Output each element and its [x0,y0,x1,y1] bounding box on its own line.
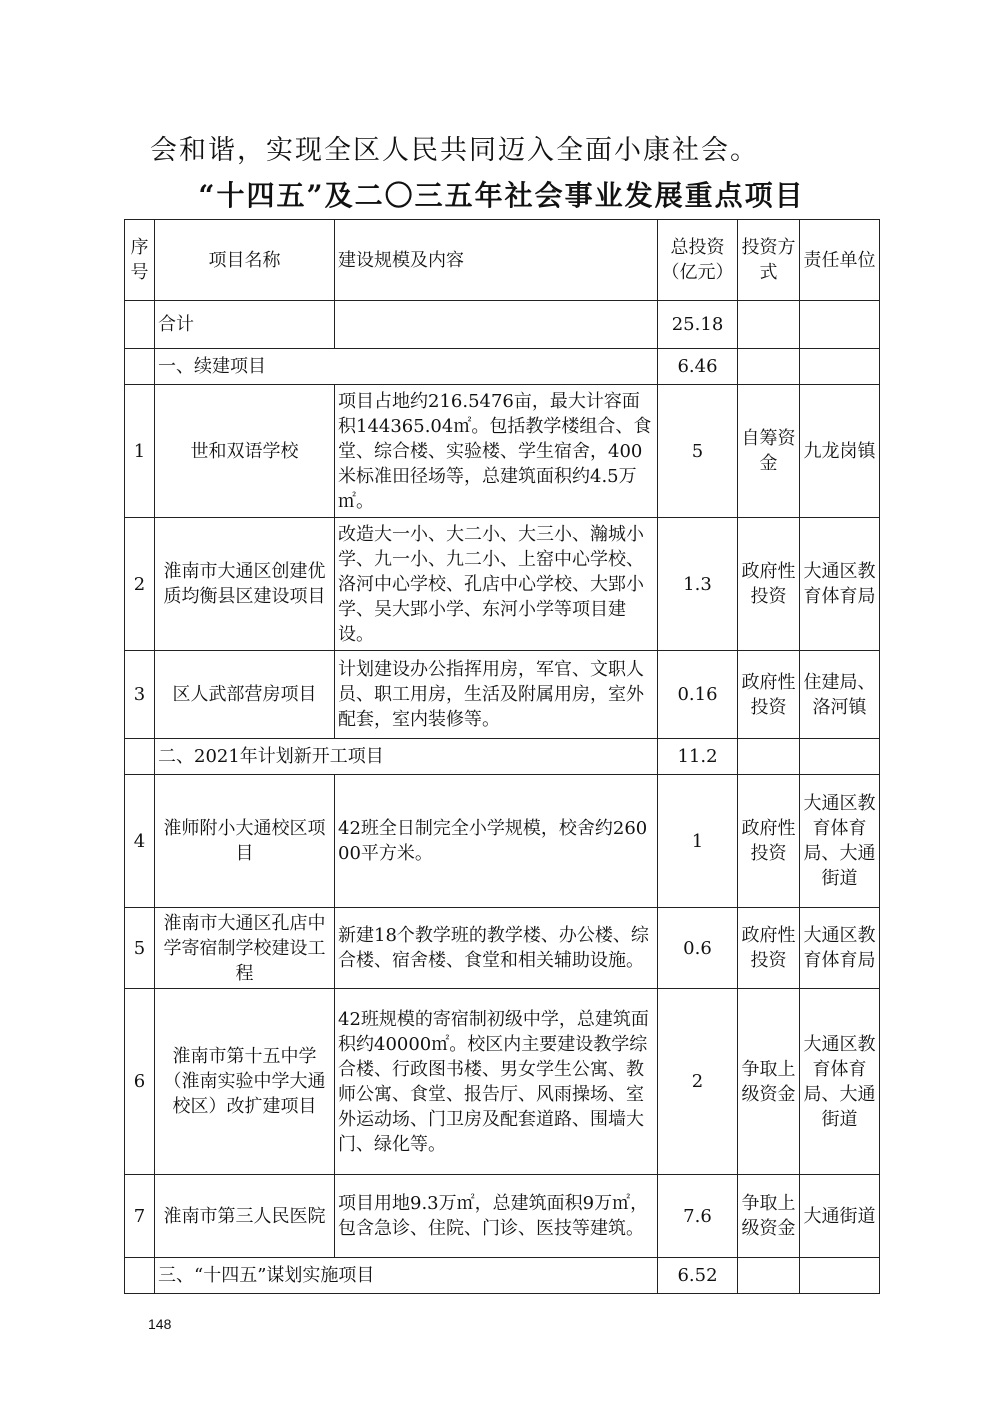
row-no: 5 [125,908,155,989]
header-no: 序号 [125,220,155,301]
row-unit: 大通街道 [800,1175,880,1258]
row-scale: 项目用地9.3万㎡，总建筑面积9万㎡，包含急诊、住院、门诊、医技等建筑。 [335,1175,658,1258]
section-investment: 6.46 [658,349,738,385]
project-table [124,219,880,1294]
row-no: 2 [125,518,155,651]
row-mode: 争取上级资金 [738,1175,800,1258]
row-name: 淮南市大通区创建优质均衡县区建设项目 [155,518,335,651]
total-row [125,301,880,349]
lead-paragraph: 会和谐，实现全区人民共同迈入全面小康社会。 [150,135,759,166]
row-unit: 大通区教育体育局、大通街道 [800,989,880,1175]
row-mode: 争取上级资金 [738,989,800,1175]
section-row [125,739,880,775]
row-investment: 1 [658,775,738,908]
section-row [125,349,880,385]
row-investment: 0.6 [658,908,738,989]
row-scale: 42班规模的寄宿制初级中学，总建筑面积约40000㎡。校区内主要建设教学综合楼、行政图书楼、男女学生公寓、教师公寓、食堂、报告厅、风雨操场、室外运动场、门卫房及配套道路、围墙大门、绿化等。 [335,989,658,1175]
row-investment: 7.6 [658,1175,738,1258]
table-row [125,385,880,518]
row-unit: 大通区教育体育局 [800,908,880,989]
row-name: 淮南市第三人民医院 [155,1175,335,1258]
row-unit: 大通区教育体育局 [800,518,880,651]
row-unit: 住建局、洛河镇 [800,651,880,739]
row-investment: 5 [658,385,738,518]
row-scale: 改造大一小、大二小、大三小、瀚城小学、九一小、九二小、上窑中心学校、洛河中心学校、孔店中心学校、大郢小学、吴大郢小学、东河小学等项目建设。 [335,518,658,651]
header-row [125,220,880,301]
row-name: 世和双语学校 [155,385,335,518]
total-investment: 25.18 [658,301,738,349]
row-name: 淮师附小大通校区项目 [155,775,335,908]
row-investment: 0.16 [658,651,738,739]
row-mode: 政府性投资 [738,908,800,989]
table-row [125,651,880,739]
row-no: 3 [125,651,155,739]
row-name: 区人武部营房项目 [155,651,335,739]
section-label: 一、续建项目 [155,349,658,385]
row-investment: 2 [658,989,738,1175]
page-number: 148 [148,1316,172,1332]
row-scale: 42班全日制完全小学规模，校舍约26000平方米。 [335,775,658,908]
row-name: 淮南市第十五中学（淮南实验中学大通校区）改扩建项目 [155,989,335,1175]
row-investment: 1.3 [658,518,738,651]
table-row [125,1175,880,1258]
row-no: 6 [125,989,155,1175]
row-mode: 政府性投资 [738,775,800,908]
section-investment: 11.2 [658,739,738,775]
table-row [125,775,880,908]
row-no: 7 [125,1175,155,1258]
table-title: “十四五”及二〇三五年社会事业发展重点项目 [198,179,805,212]
row-scale: 新建18个教学班的教学楼、办公楼、综合楼、宿舍楼、食堂和相关辅助设施。 [335,908,658,989]
header-name: 项目名称 [155,220,335,301]
row-scale: 计划建设办公指挥用房，军官、文职人员、职工用房，生活及附属用房，室外配套，室内装修等。 [335,651,658,739]
table-row [125,518,880,651]
row-scale: 项目占地约216.5476亩，最大计容面积144365.04㎡。包括教学楼组合、食堂、综合楼、实验楼、学生宿舍，400米标准田径场等，总建筑面积约4.5万㎡。 [335,385,658,518]
section-label: 二、2021年计划新开工项目 [155,739,658,775]
row-name: 淮南市大通区孔店中学寄宿制学校建设工程 [155,908,335,989]
header-scale: 建设规模及内容 [335,220,658,301]
row-unit: 九龙岗镇 [800,385,880,518]
row-unit: 大通区教育体育局、大通街道 [800,775,880,908]
row-no: 4 [125,775,155,908]
row-no: 1 [125,385,155,518]
section-label: 三、“十四五”谋划实施项目 [155,1258,658,1294]
row-mode: 政府性投资 [738,651,800,739]
row-mode: 自筹资金 [738,385,800,518]
header-mode: 投资方式 [738,220,800,301]
table-row [125,908,880,989]
table-row [125,989,880,1175]
header-investment: 总投资（亿元） [658,220,738,301]
section-investment: 6.52 [658,1258,738,1294]
total-label: 合计 [155,301,335,349]
header-unit: 责任单位 [800,220,880,301]
section-row [125,1258,880,1294]
row-mode: 政府性投资 [738,518,800,651]
